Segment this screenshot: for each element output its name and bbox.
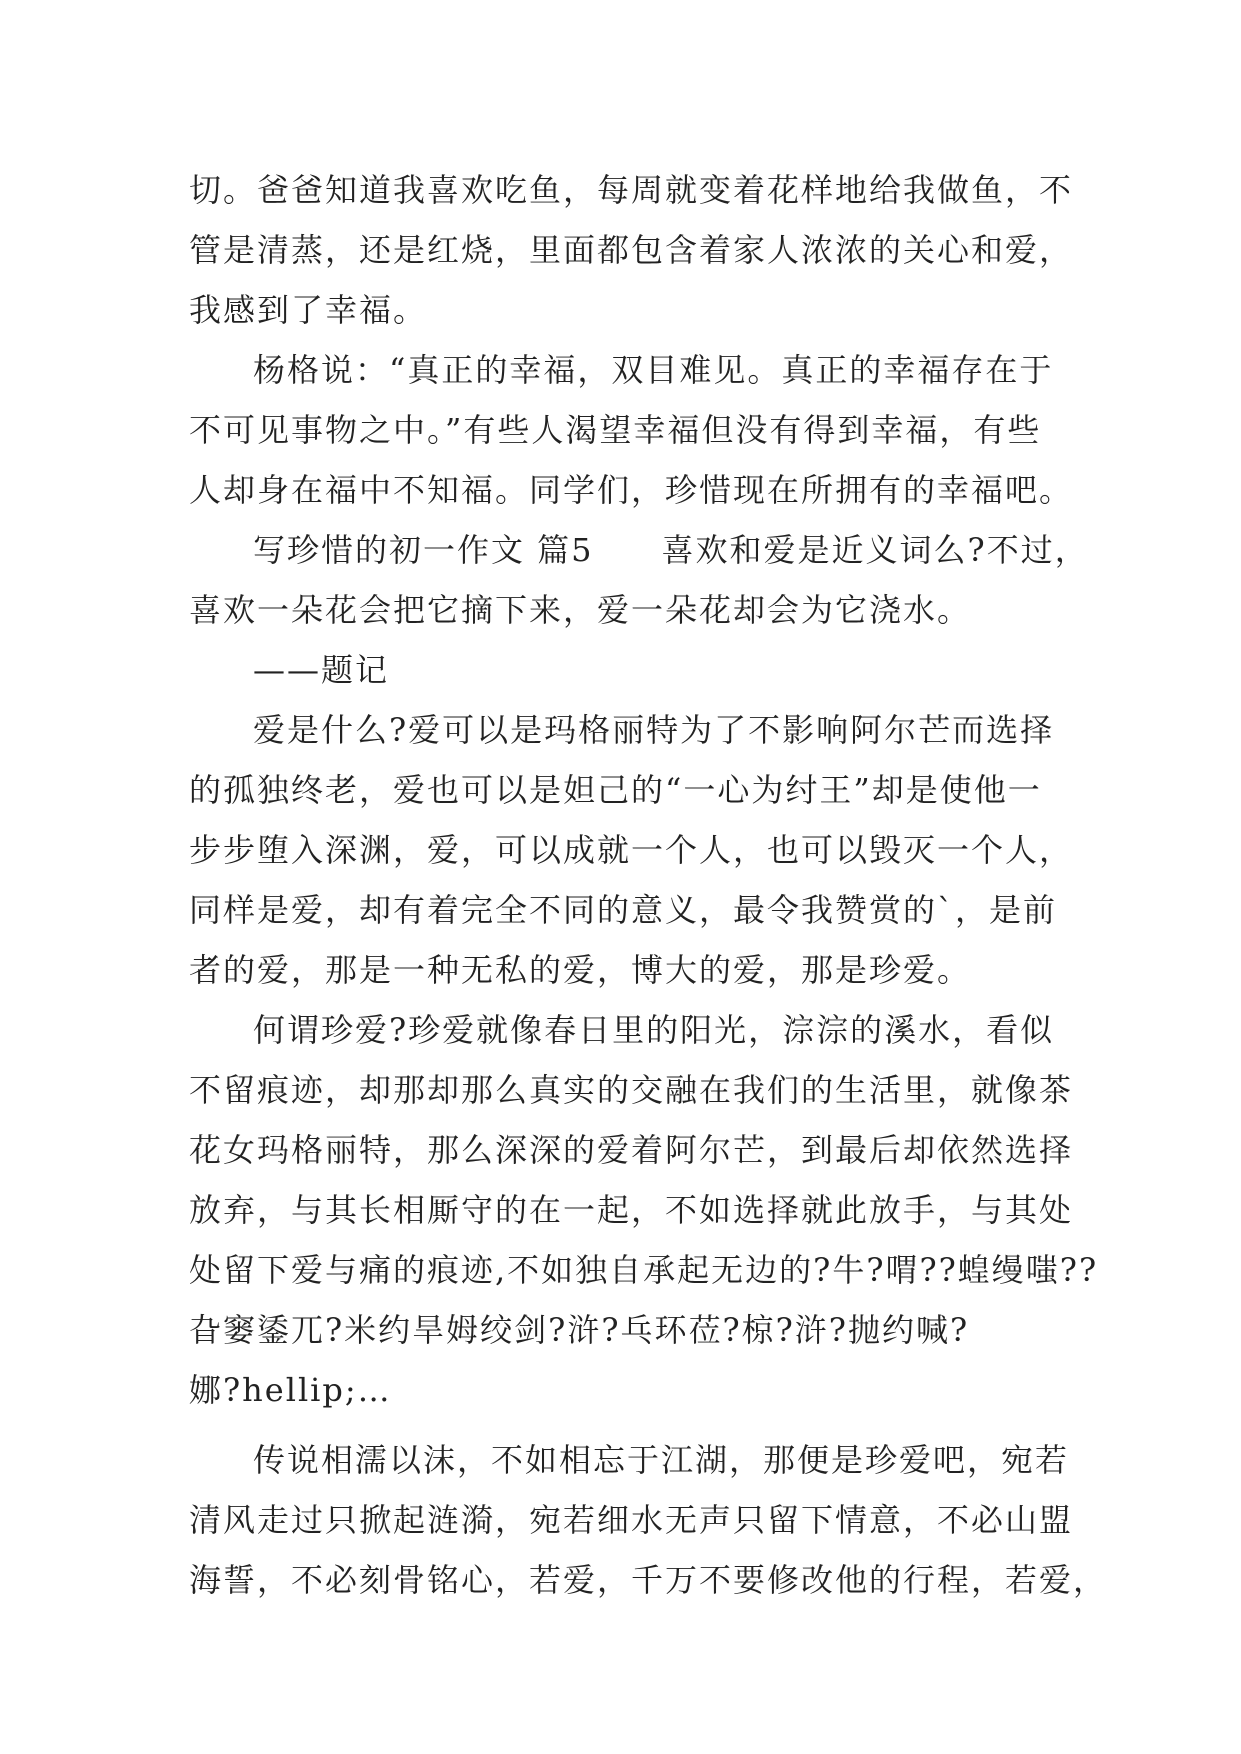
text-line: 不可见事物之中。”有些人渴望幸福但没有得到幸福，有些 — [189, 411, 1042, 449]
text-line: 我感到了幸福。 — [189, 291, 428, 329]
text-line: 喜欢一朵花会把它摘下来，爱一朵花却会为它浇水。 — [189, 591, 972, 629]
text-line: 同样是爱，却有着完全不同的意义，最令我赞赏的`，是前 — [189, 891, 1058, 929]
paragraph-start: 何谓珍爱?珍爱就像春日里的阳光，淙淙的溪水，看似 — [253, 1011, 1055, 1049]
text-line: 切。爸爸知道我喜欢吃鱼，每周就变着花样地给我做鱼，不 — [189, 171, 1074, 209]
text-line: 人却身在福中不知福。同学们，珍惜现在所拥有的幸福吧。 — [189, 471, 1074, 509]
section-heading-line: 写珍惜的初一作文 篇5 喜欢和爱是近义词么?不过， — [253, 531, 1089, 569]
text-line: 处留下爱与痛的痕迹,不如独自承起无边的?牛?喟??蝗缦嗤?? — [189, 1251, 1099, 1289]
text-line: 的孤独终老，爱也可以是妲己的“一心为纣王”却是使他一 — [189, 771, 1042, 809]
paragraph-start: 传说相濡以沫，不如相忘于江湖，那便是珍爱吧，宛若 — [253, 1441, 1070, 1479]
text-line: 放弃，与其长相厮守的在一起，不如选择就此放手，与其处 — [189, 1191, 1074, 1229]
paragraph-start: 爱是什么?爱可以是玛格丽特为了不影响阿尔芒而选择 — [253, 711, 1055, 749]
epigraph-attribution: ——题记 — [253, 651, 390, 689]
text-line: 清风走过只掀起涟漪，宛若细水无声只留下情意，不必山盟 — [189, 1501, 1074, 1539]
essay-body — [189, 160, 1108, 1610]
text-line: 管是清蒸，还是红烧，里面都包含着家人浓浓的关心和爱， — [189, 231, 1074, 269]
text-line: 海誓，不必刻骨铭心，若爱，千万不要修改他的行程，若爱， — [189, 1561, 1108, 1599]
text-line: 花女玛格丽特，那么深深的爱着阿尔芒，到最后却依然选择 — [189, 1131, 1074, 1169]
paragraph-start: 杨格说：“真正的幸福，双目难见。真正的幸福存在于 — [253, 351, 1054, 389]
text-line: 不留痕迹，却那却那么真实的交融在我们的生活里，就像茶 — [189, 1071, 1074, 1109]
text-line: 旮窭鋈兀?米约旱姆绞剑?浒?乓环莅?椋?浒?抛约喊? — [189, 1311, 970, 1349]
text-line: 娜?hellip;… — [189, 1371, 392, 1409]
text-line: 步步堕入深渊，爱，可以成就一个人，也可以毁灭一个人， — [189, 831, 1074, 869]
text-line: 者的爱，那是一种无私的爱，博大的爱，那是珍爱。 — [189, 951, 972, 989]
